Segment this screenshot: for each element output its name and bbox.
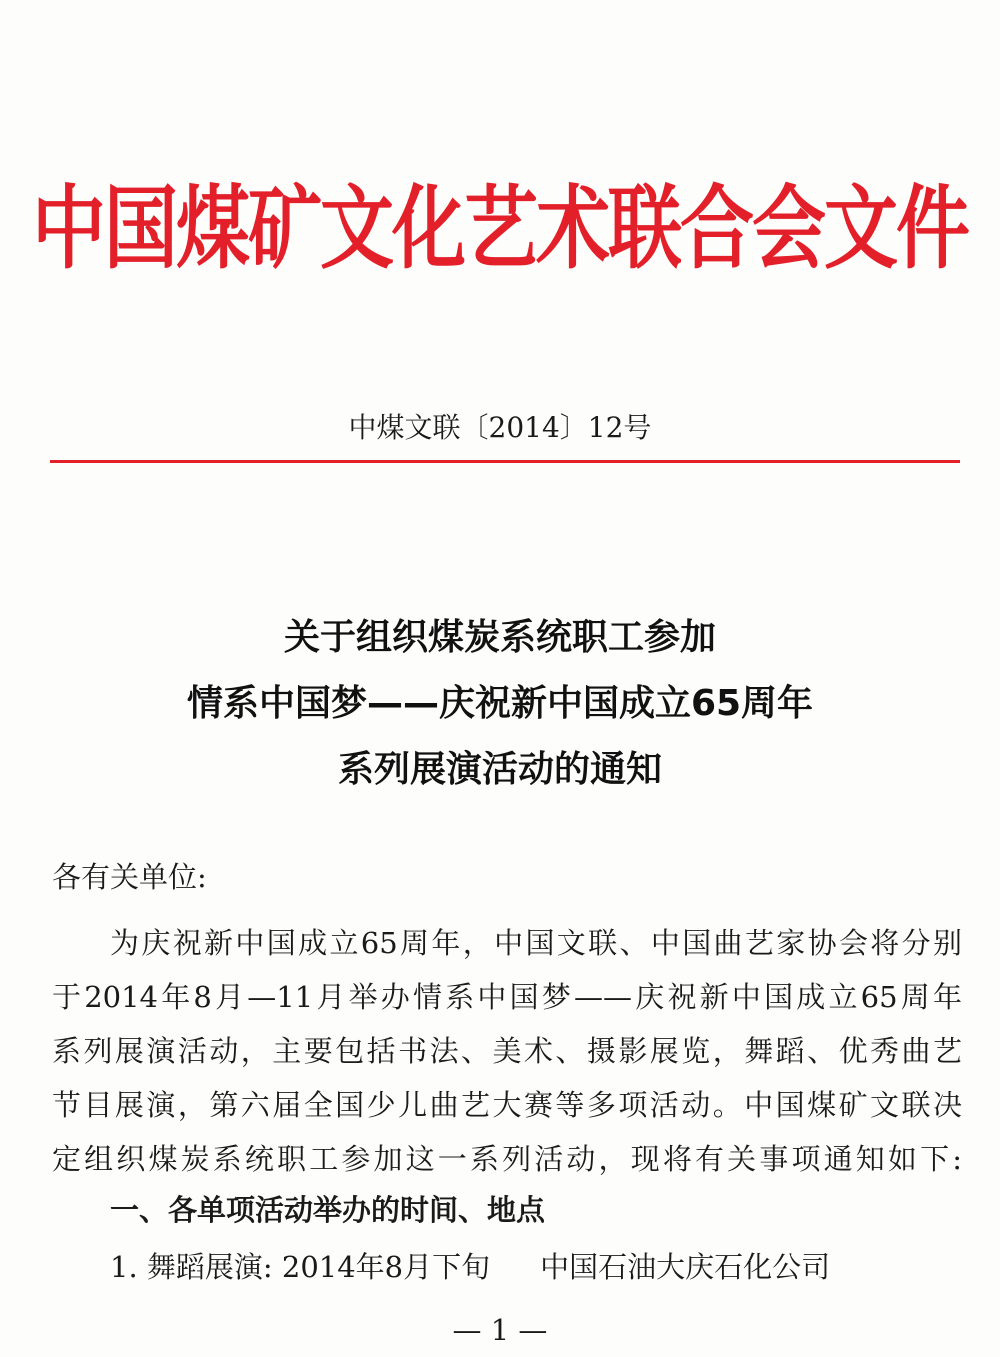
body-line-5: 定组织煤炭系统职工参加这一系列活动，现将有关事项通知如下: bbox=[52, 1142, 962, 1176]
notice-title-line-1: 关于组织煤炭系统职工参加 bbox=[283, 617, 716, 658]
list-item bbox=[110, 1240, 830, 1294]
page-number: — 1 — bbox=[452, 1313, 548, 1347]
body-line-2: 于2014年8月—11月举办情系中国梦——庆祝新中国成立65周年 bbox=[52, 980, 962, 1014]
notice-title-line-2: 情系中国梦——庆祝新中国成立65周年 bbox=[186, 683, 814, 724]
document-header-title: 中国煤矿文化艺术联合会文件 bbox=[32, 176, 968, 282]
notice-title-line-3: 系列展演活动的通知 bbox=[337, 749, 662, 790]
body-line-4: 节目展演，第六届全国少儿曲艺大赛等多项活动。中国煤矿文联决 bbox=[52, 1088, 962, 1122]
list-item-location: 中国石油大庆石化公司 bbox=[540, 1250, 831, 1284]
notice-title bbox=[0, 605, 1000, 803]
section-heading: 一、各单项活动举办的时间、地点 bbox=[110, 1193, 546, 1227]
list-item-label: 1. 舞蹈展演: 2014年8月下旬 bbox=[110, 1250, 491, 1284]
salutation: 各有关单位: bbox=[52, 860, 207, 894]
red-divider-line bbox=[50, 460, 960, 463]
body-line-3: 系列展演活动，主要包括书法、美术、摄影展览，舞蹈、优秀曲艺 bbox=[52, 1034, 962, 1068]
body-paragraph bbox=[52, 916, 962, 1186]
document-number: 中煤文联〔2014〕12号 bbox=[348, 411, 652, 444]
body-line-1: 为庆祝新中国成立65周年，中国文联、中国曲艺家协会将分别 bbox=[110, 926, 962, 960]
